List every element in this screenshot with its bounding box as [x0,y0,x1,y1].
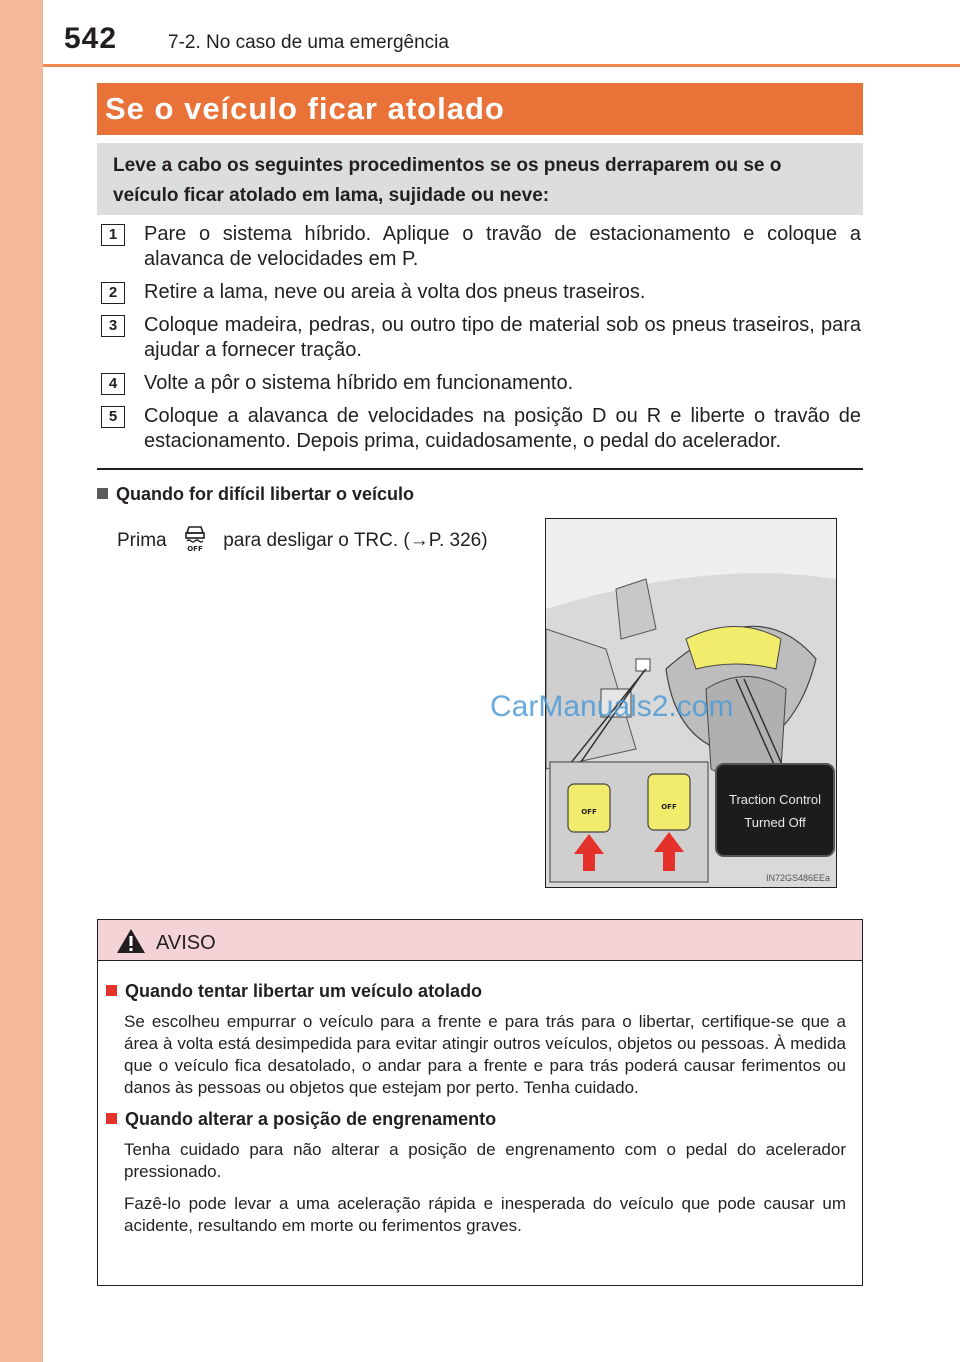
square-bullet-icon [106,1113,117,1124]
display-text-line1: Traction Control [729,792,821,807]
button-off-label-right: OFF [661,803,677,811]
warning-paragraph: Fazê-lo pode levar a uma aceleração rápida e inesperada do veículo que pode causar um acidente, resultando em morte ou ferimentos graves. [124,1194,846,1235]
intro-box: Leve a cabo os seguintes procedimentos se os pneus derraparem ou se o veículo ficar atolado em lama, sujidade ou neve: [97,143,863,215]
page-number: 542 [64,22,118,55]
warning-header [98,920,862,961]
square-bullet-icon [106,985,117,996]
step-number: 5 [101,406,125,428]
step-item [101,222,861,272]
trc-text-before: Prima [117,530,167,551]
step-item [101,313,861,363]
button-off-label-left: OFF [581,808,597,816]
warning-paragraph: Se escolheu empurrar o veículo para a frente e para trás para o libertar, certifique-se que a área à volta está desimpedida para evitar atingir outros veículos, objetos ou pessoas. À medida que o veículo fica desatolado, o andar para a frente e para trás poderá causar ferimentos ou danos às pessoas ou objetos que estejam por perto. Tenha cuidado. [124,1012,846,1097]
step-number: 4 [101,373,125,395]
step-item [101,371,861,396]
step-text: Coloque a alavanca de velocidades na posição D ou R e liberte o travão de estacionamento. Depois prima, cuidadosamente, o pedal do acelerador. [144,405,861,452]
step-item [101,404,861,454]
side-color-strip [0,0,43,1362]
header-rule [43,64,960,67]
display-text-line2: Turned Off [744,815,806,830]
trc-text-after: para desligar o TRC. (→P. 326) [223,530,488,551]
figure-code: IN72GS486EEa [765,873,830,883]
warning-item-title: Quando alterar a posição de engrenamento [106,1109,846,1130]
step-item [101,280,861,305]
step-number: 2 [101,282,125,304]
subsection-heading: Quando for difícil libertar o veículo [97,484,414,505]
steps-list [101,222,861,462]
step-text: Retire a lama, neve ou areia à volta dos pneus traseiros. [144,281,646,303]
step-number: 1 [101,224,125,246]
step-text: Coloque madeira, pedras, ou outro tipo de material sob os pneus traseiros, para ajudar a fornecer tração. [144,314,861,361]
warning-box [97,919,863,1286]
warning-body [98,961,862,1237]
trc-instruction [117,524,488,552]
warning-triangle-icon [116,928,146,954]
section-title: Se o veículo ficar atolado [97,83,863,135]
warning-paragraph: Tenha cuidado para não alterar a posição de engrenamento com o pedal do acelerador pressionado. [124,1140,846,1181]
step-number: 3 [101,315,125,337]
watermark: CarManuals2.com [490,690,734,723]
warning-title: AVISO [156,932,216,954]
trc-off-icon [180,524,210,552]
svg-text:OFF: OFF [187,545,203,552]
running-title: 7-2. No caso de uma emergência [168,32,449,53]
step-text: Pare o sistema híbrido. Aplique o travão de estacionamento e coloque a alavanca de velocidades em P. [144,223,861,270]
square-bullet-icon [97,488,108,499]
step-text: Volte a pôr o sistema híbrido em funcionamento. [144,372,574,394]
section-divider [97,468,863,470]
warning-item-title: Quando tentar libertar um veículo atolado [106,981,846,1002]
